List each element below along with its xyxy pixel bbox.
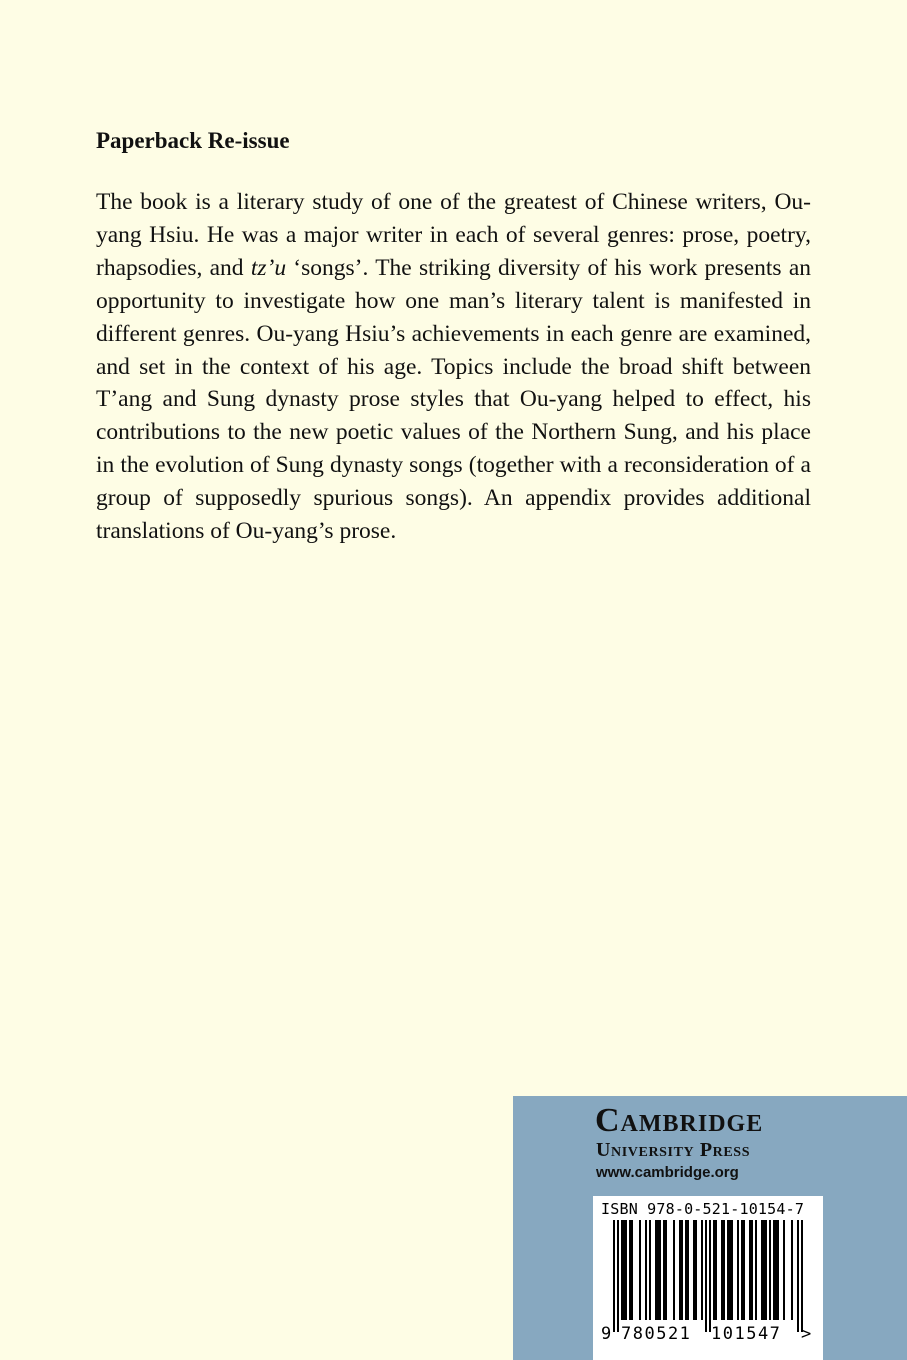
- barcode-bar: [761, 1220, 763, 1320]
- barcode-bar: [763, 1220, 765, 1320]
- isbn-number: ISBN 978-0-521-10154-7: [601, 1200, 805, 1218]
- barcode-bar: [655, 1220, 657, 1320]
- barcode-bar: [743, 1220, 745, 1320]
- barcode-bar: [737, 1220, 739, 1320]
- description-text-1: The book is a literary study of one of the greatest of Chinese writers, Ou-yang Hsiu. He was a major writer in each of several genres: prose, poetry, rhapsodies, and: [96, 189, 811, 281]
- barcode-bar: [617, 1220, 619, 1332]
- barcode-bar: [727, 1220, 729, 1320]
- barcode-bar: [765, 1220, 767, 1320]
- barcode-bar: [791, 1220, 793, 1320]
- description-italic-term: tz’u: [250, 254, 287, 281]
- ean-first-digit: 9: [601, 1324, 612, 1344]
- barcode-bar: [625, 1220, 627, 1320]
- barcode-bar: [749, 1220, 751, 1320]
- barcode-bar: [629, 1220, 631, 1320]
- publisher-logo-subtitle: University Press: [596, 1139, 751, 1161]
- barcode-bar: [731, 1220, 733, 1320]
- barcode-bar: [693, 1220, 695, 1320]
- barcode-bar: [709, 1220, 711, 1332]
- ean-right-digits: 101547: [711, 1324, 797, 1344]
- barcode-bar: [715, 1220, 717, 1320]
- barcode-bar: [695, 1220, 697, 1320]
- publisher-panel: [513, 1096, 907, 1360]
- barcode-bar: [755, 1220, 757, 1320]
- barcode-bar: [645, 1220, 647, 1320]
- barcode-bar: [801, 1220, 803, 1332]
- barcode-bar: [729, 1220, 731, 1320]
- barcode-bar: [773, 1220, 775, 1320]
- cover-heading: Paperback Re-issue: [96, 128, 290, 153]
- barcode-bar: [623, 1220, 625, 1320]
- barcode-bar: [701, 1220, 703, 1320]
- ean-left-digits: 780521: [621, 1324, 705, 1344]
- barcode-bar: [631, 1220, 633, 1320]
- book-description: [96, 186, 811, 548]
- barcode-bar: [769, 1220, 771, 1320]
- barcode-bar: [723, 1220, 725, 1320]
- barcode-bar: [775, 1220, 777, 1320]
- barcode-bar: [687, 1220, 689, 1320]
- barcode-bar: [783, 1220, 785, 1320]
- publisher-logo-name: Cambridge: [595, 1102, 764, 1139]
- isbn-barcode: [593, 1196, 823, 1360]
- publisher-url: www.cambridge.org: [596, 1164, 739, 1181]
- barcode-bar: [721, 1220, 723, 1320]
- barcode-bar: [665, 1220, 667, 1320]
- barcode-bar: [777, 1220, 779, 1320]
- barcode-bar: [639, 1220, 641, 1320]
- barcode-bar: [657, 1220, 659, 1320]
- barcode-bar: [741, 1220, 743, 1320]
- barcode-bar: [649, 1220, 651, 1320]
- description-text-2: ‘songs’. The striking diversity of his work presents an opportunity to investigate how one man’s literary talent is manifested in different genres. Ou-yang Hsiu’s achievements in each genre are examined, and set in the context of his age. Topics include the broad shift between T’ang and Sung dynasty prose styles that Ou-yang helped to effect, his contributions to the new poetic values of the Northern Sung, and his place in the evolution of Sung dynasty songs (together with a reconsideration of a group of supposedly spurious songs). An appendix provides additional translations of Ou-yang’s prose.: [96, 254, 811, 545]
- barcode-bar: [797, 1220, 799, 1332]
- barcode-bar: [613, 1220, 615, 1332]
- barcode-bar: [659, 1220, 661, 1320]
- barcode-bar: [673, 1220, 675, 1320]
- barcode-bar: [685, 1220, 687, 1320]
- barcode-bar: [681, 1220, 683, 1320]
- barcode-bar: [705, 1220, 707, 1332]
- ean-quiet-zone-mark: >: [801, 1324, 812, 1344]
- barcode-bar: [679, 1220, 681, 1320]
- barcode-bar: [621, 1220, 623, 1320]
- barcode-bar: [663, 1220, 665, 1320]
- barcode-bar: [713, 1220, 715, 1320]
- barcode-bar: [751, 1220, 753, 1320]
